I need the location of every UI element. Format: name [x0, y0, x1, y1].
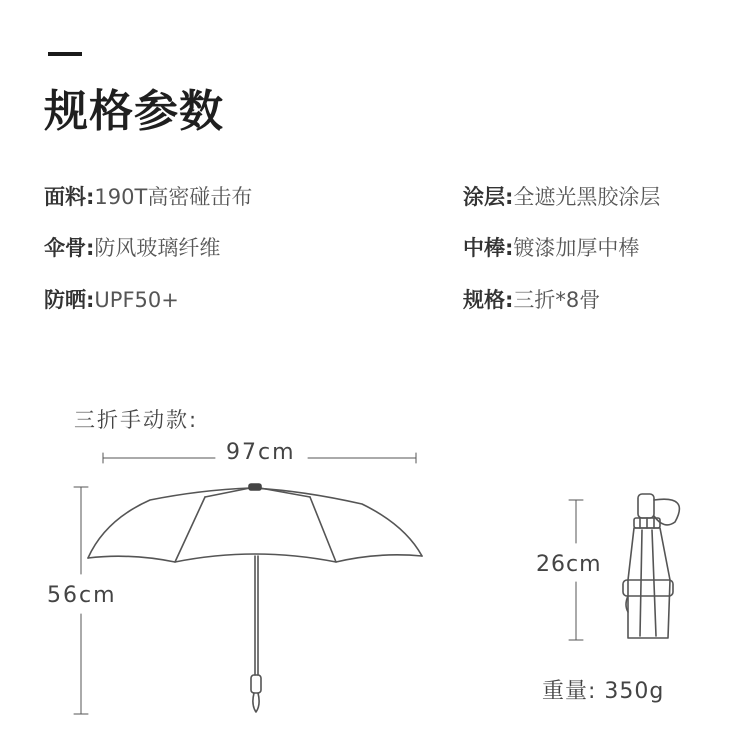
spec-value: 全遮光黑胶涂层 — [513, 185, 661, 209]
spec-value: 三折*8骨 — [513, 288, 601, 312]
spec-value: 镀漆加厚中棒 — [513, 236, 640, 260]
folded-length-label: 26cm — [536, 552, 602, 577]
spec-value: 190T高密碰击布 — [94, 185, 253, 209]
folded-umbrella-icon — [623, 494, 679, 638]
width-dimension-label: 97cm — [222, 440, 300, 465]
page-title: 规格参数 — [44, 86, 224, 137]
weight-label: 重量: 350g — [542, 679, 665, 704]
spec-key: 面料 — [44, 185, 86, 209]
spec-colon: : — [505, 288, 514, 312]
spec-key: 规格 — [463, 288, 505, 312]
spec-key: 中棒 — [463, 236, 505, 260]
spec-value: 防风玻璃纤维 — [94, 236, 221, 260]
open-umbrella-icon — [88, 484, 422, 712]
spec-key: 防晒 — [44, 288, 86, 312]
spec-key: 伞骨 — [44, 236, 86, 260]
spec-colon: : — [505, 185, 514, 209]
spec-key: 涂层 — [463, 185, 505, 209]
spec-colon: : — [505, 236, 514, 260]
spec-colon: : — [86, 185, 95, 209]
fold-type-label: 三折手动款: — [74, 408, 199, 432]
spec-colon: : — [86, 236, 95, 260]
spec-colon: : — [86, 288, 95, 312]
height-dimension-label: 56cm — [47, 583, 117, 608]
spec-value: UPF50+ — [94, 288, 179, 312]
